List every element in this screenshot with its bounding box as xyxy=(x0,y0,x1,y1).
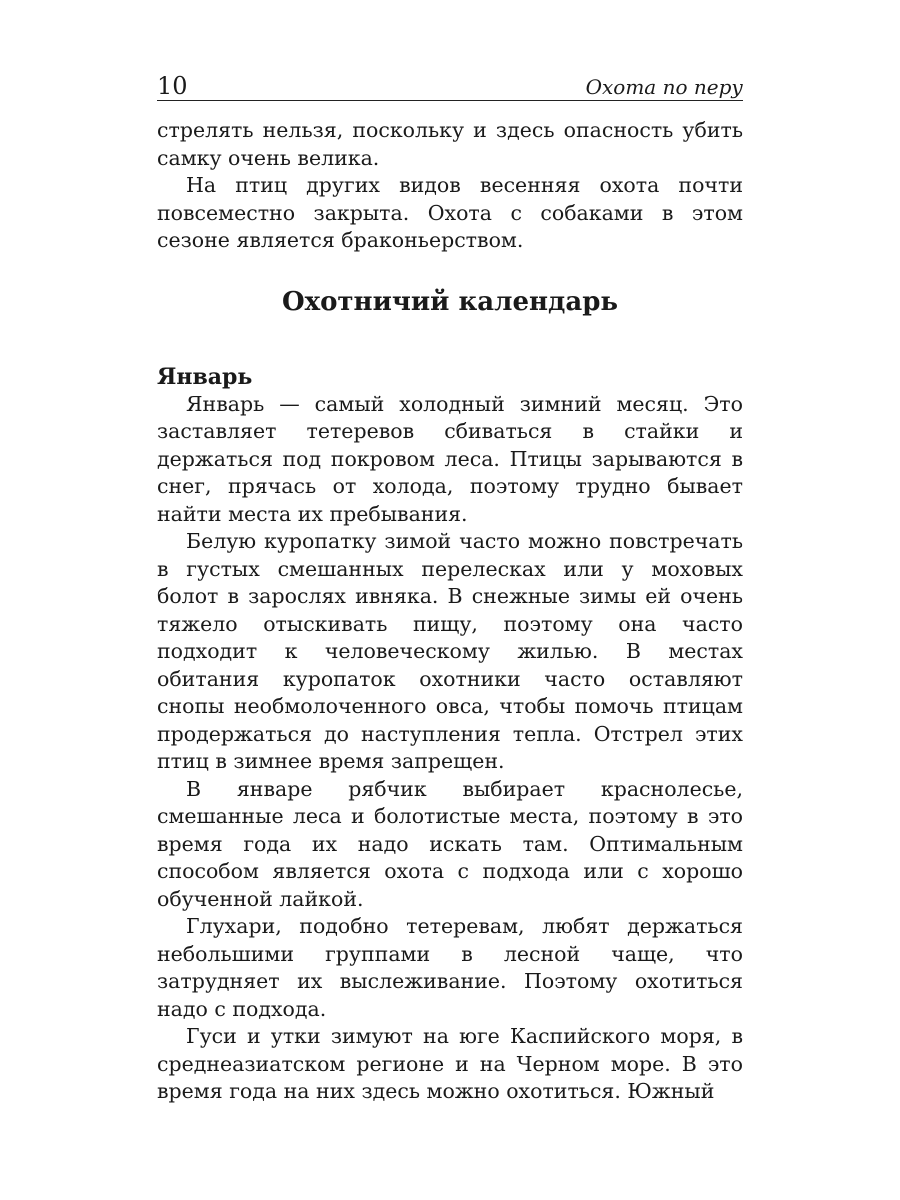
paragraph: Глухари, подобно тетеревам, любят держаться небольшими группами в лесной чаще, что затрудняет их выслеживание. Поэтому охотиться надо с подхода. xyxy=(157,914,743,1021)
paragraph: В январе рябчик выбирает краснолесье, смешанные леса и болотистые места, поэтому в это время года их надо искать там. Оптимальным способом является охота с подхода или с хорошо обученной лайкой. xyxy=(157,776,743,911)
paragraph: На птиц других видов весенняя охота почти повсеместно закрыта. Охота с собаками в этом сезоне является браконьерством. xyxy=(157,173,743,252)
paragraph: Январь — самый холодный зимний месяц. Это заставляет тетеревов сбиваться в стайки и держаться под покровом леса. Птицы зарываются в снег, прячась от холода, поэтому трудно бывает найти места их пребывания. xyxy=(157,391,743,526)
paragraph-continued: стрелять нельзя, поскольку и здесь опасность убить самку очень велика. xyxy=(157,118,743,170)
section-title-january: Январь xyxy=(157,363,253,390)
body-text xyxy=(157,117,743,1106)
paragraph-continues: Гуси и утки зимуют на юге Каспийского моря, в среднеазиатском регионе и на Черном море. В это время года на них здесь можно охотиться. Южный xyxy=(157,1024,743,1103)
book-page xyxy=(157,70,743,1106)
running-title: Охота по перу xyxy=(585,75,743,99)
chapter-title: Охотничий календарь xyxy=(281,286,619,317)
running-header xyxy=(157,70,743,101)
paragraph: Белую куропатку зимой часто можно повстречать в густых смешанных перелесках или у моховых болот в зарослях ивняка. В снежные зимы ей очень тяжело отыскивать пищу, поэтому она часто подходит к человеческому жилью. В местах обитания куропаток охотники часто оставляют снопы необмолоченного овса, чтобы помочь птицам продержаться до наступления тепла. Отстрел этих птиц в зимнее время запрещен. xyxy=(157,529,743,773)
page-number: 10 xyxy=(157,72,188,100)
